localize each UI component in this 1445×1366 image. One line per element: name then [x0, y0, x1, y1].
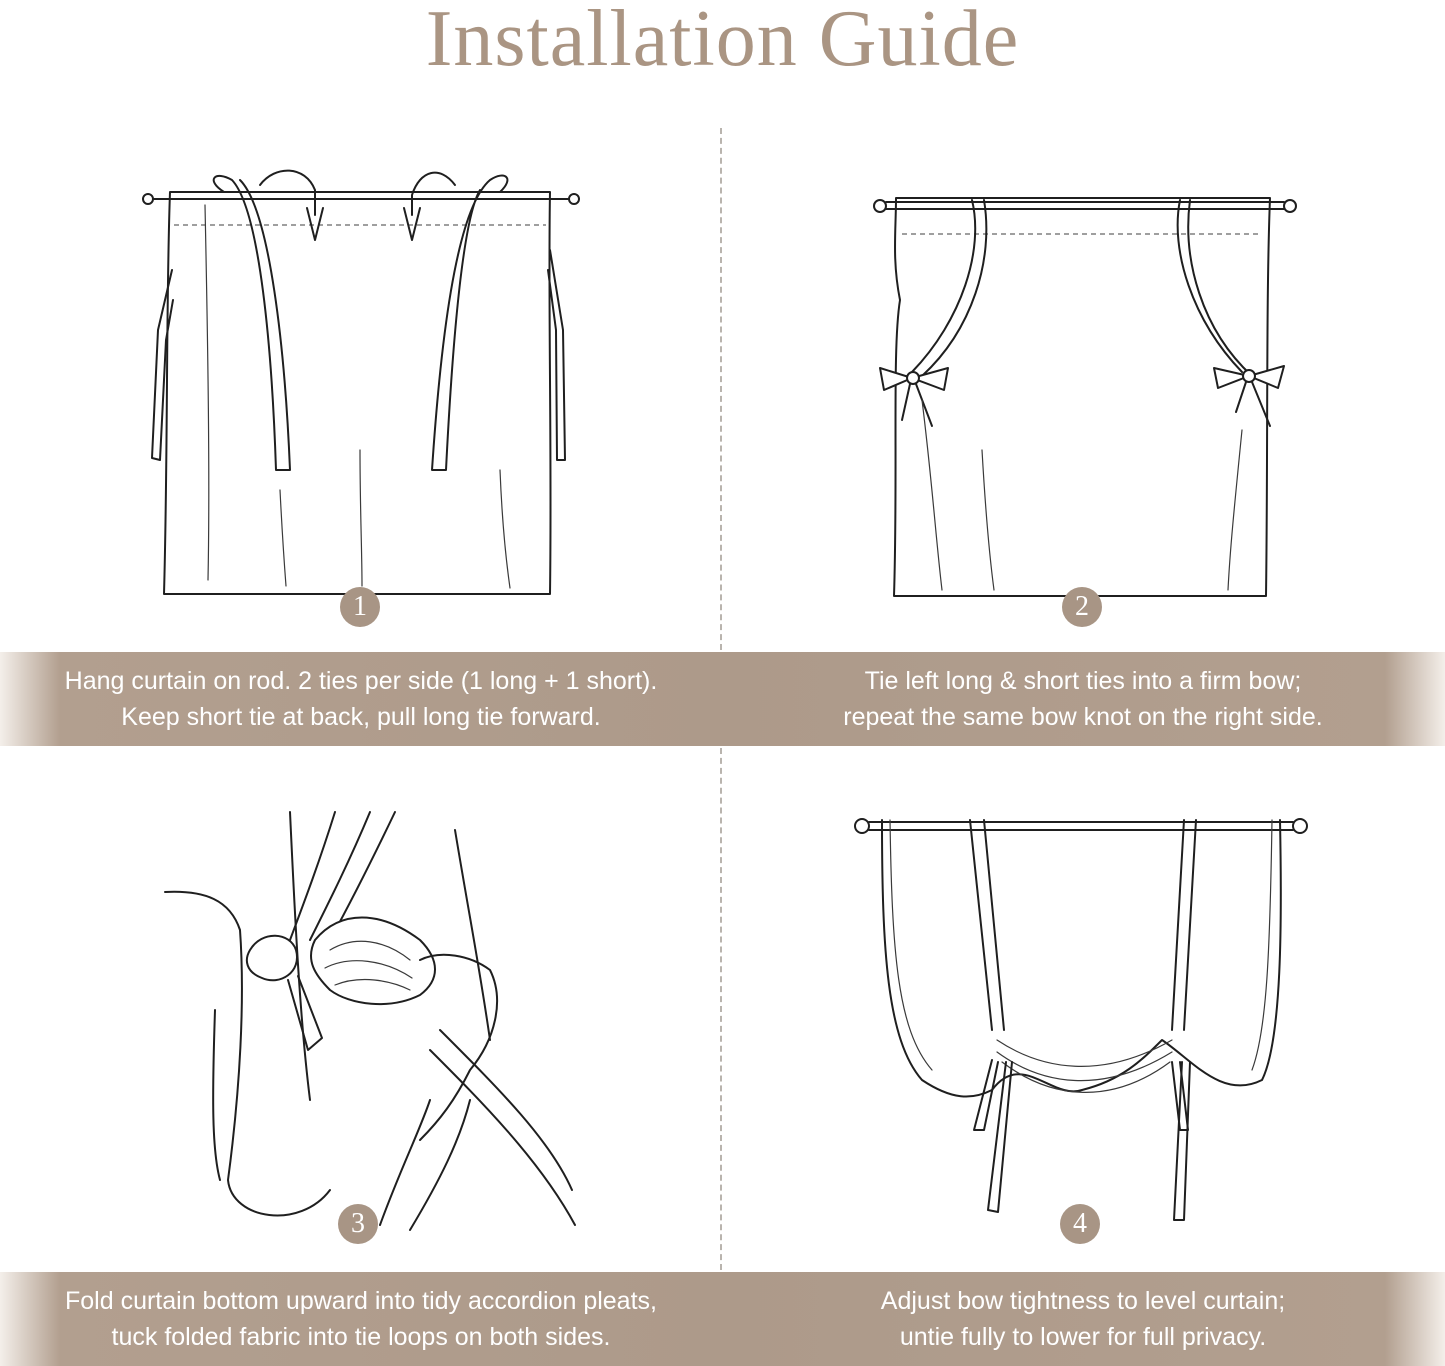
step-1-panel: [0, 150, 722, 650]
step-3-badge: 3: [338, 1204, 378, 1244]
raised-curtain-illustration: [722, 800, 1444, 1270]
step-4-line-2: untie fully to lower for full privacy.: [899, 1323, 1267, 1351]
step-1-instructions: [0, 652, 722, 746]
step-3-instructions: [0, 1272, 722, 1366]
step-2-line-2: repeat the same bow knot on the right side.: [843, 703, 1323, 731]
step-1-line-1: Hang curtain on rod. 2 ties per side (1 long + 1 short).: [64, 667, 658, 695]
step-3-panel: [0, 800, 722, 1270]
curtain-hanging-illustration: [0, 150, 722, 650]
step-4-panel: [722, 800, 1444, 1270]
page-title: Installation Guide: [425, 0, 1020, 83]
step-3-line-1: Fold curtain bottom upward into tidy accordion pleats,: [65, 1287, 657, 1315]
step-4-line-1: Adjust bow tightness to level curtain;: [880, 1287, 1286, 1315]
step-2-instructions: [722, 652, 1444, 746]
instructions-band-top: [0, 652, 1445, 746]
step-2-badge: 2: [1062, 587, 1102, 627]
step-2-line-1: Tie left long & short ties into a firm bow;: [864, 667, 1302, 695]
instructions-band-bottom: [0, 1272, 1445, 1366]
step-4-badge: 4: [1060, 1204, 1100, 1244]
step-2-panel: [722, 150, 1444, 650]
folding-pleats-illustration: [0, 800, 722, 1270]
step-1-badge: 1: [340, 587, 380, 627]
step-3-line-2: tuck folded fabric into tie loops on both sides.: [111, 1323, 611, 1351]
curtain-bows-illustration: [722, 150, 1444, 650]
step-1-line-2: Keep short tie at back, pull long tie forward.: [121, 703, 601, 731]
step-4-instructions: [722, 1272, 1444, 1366]
